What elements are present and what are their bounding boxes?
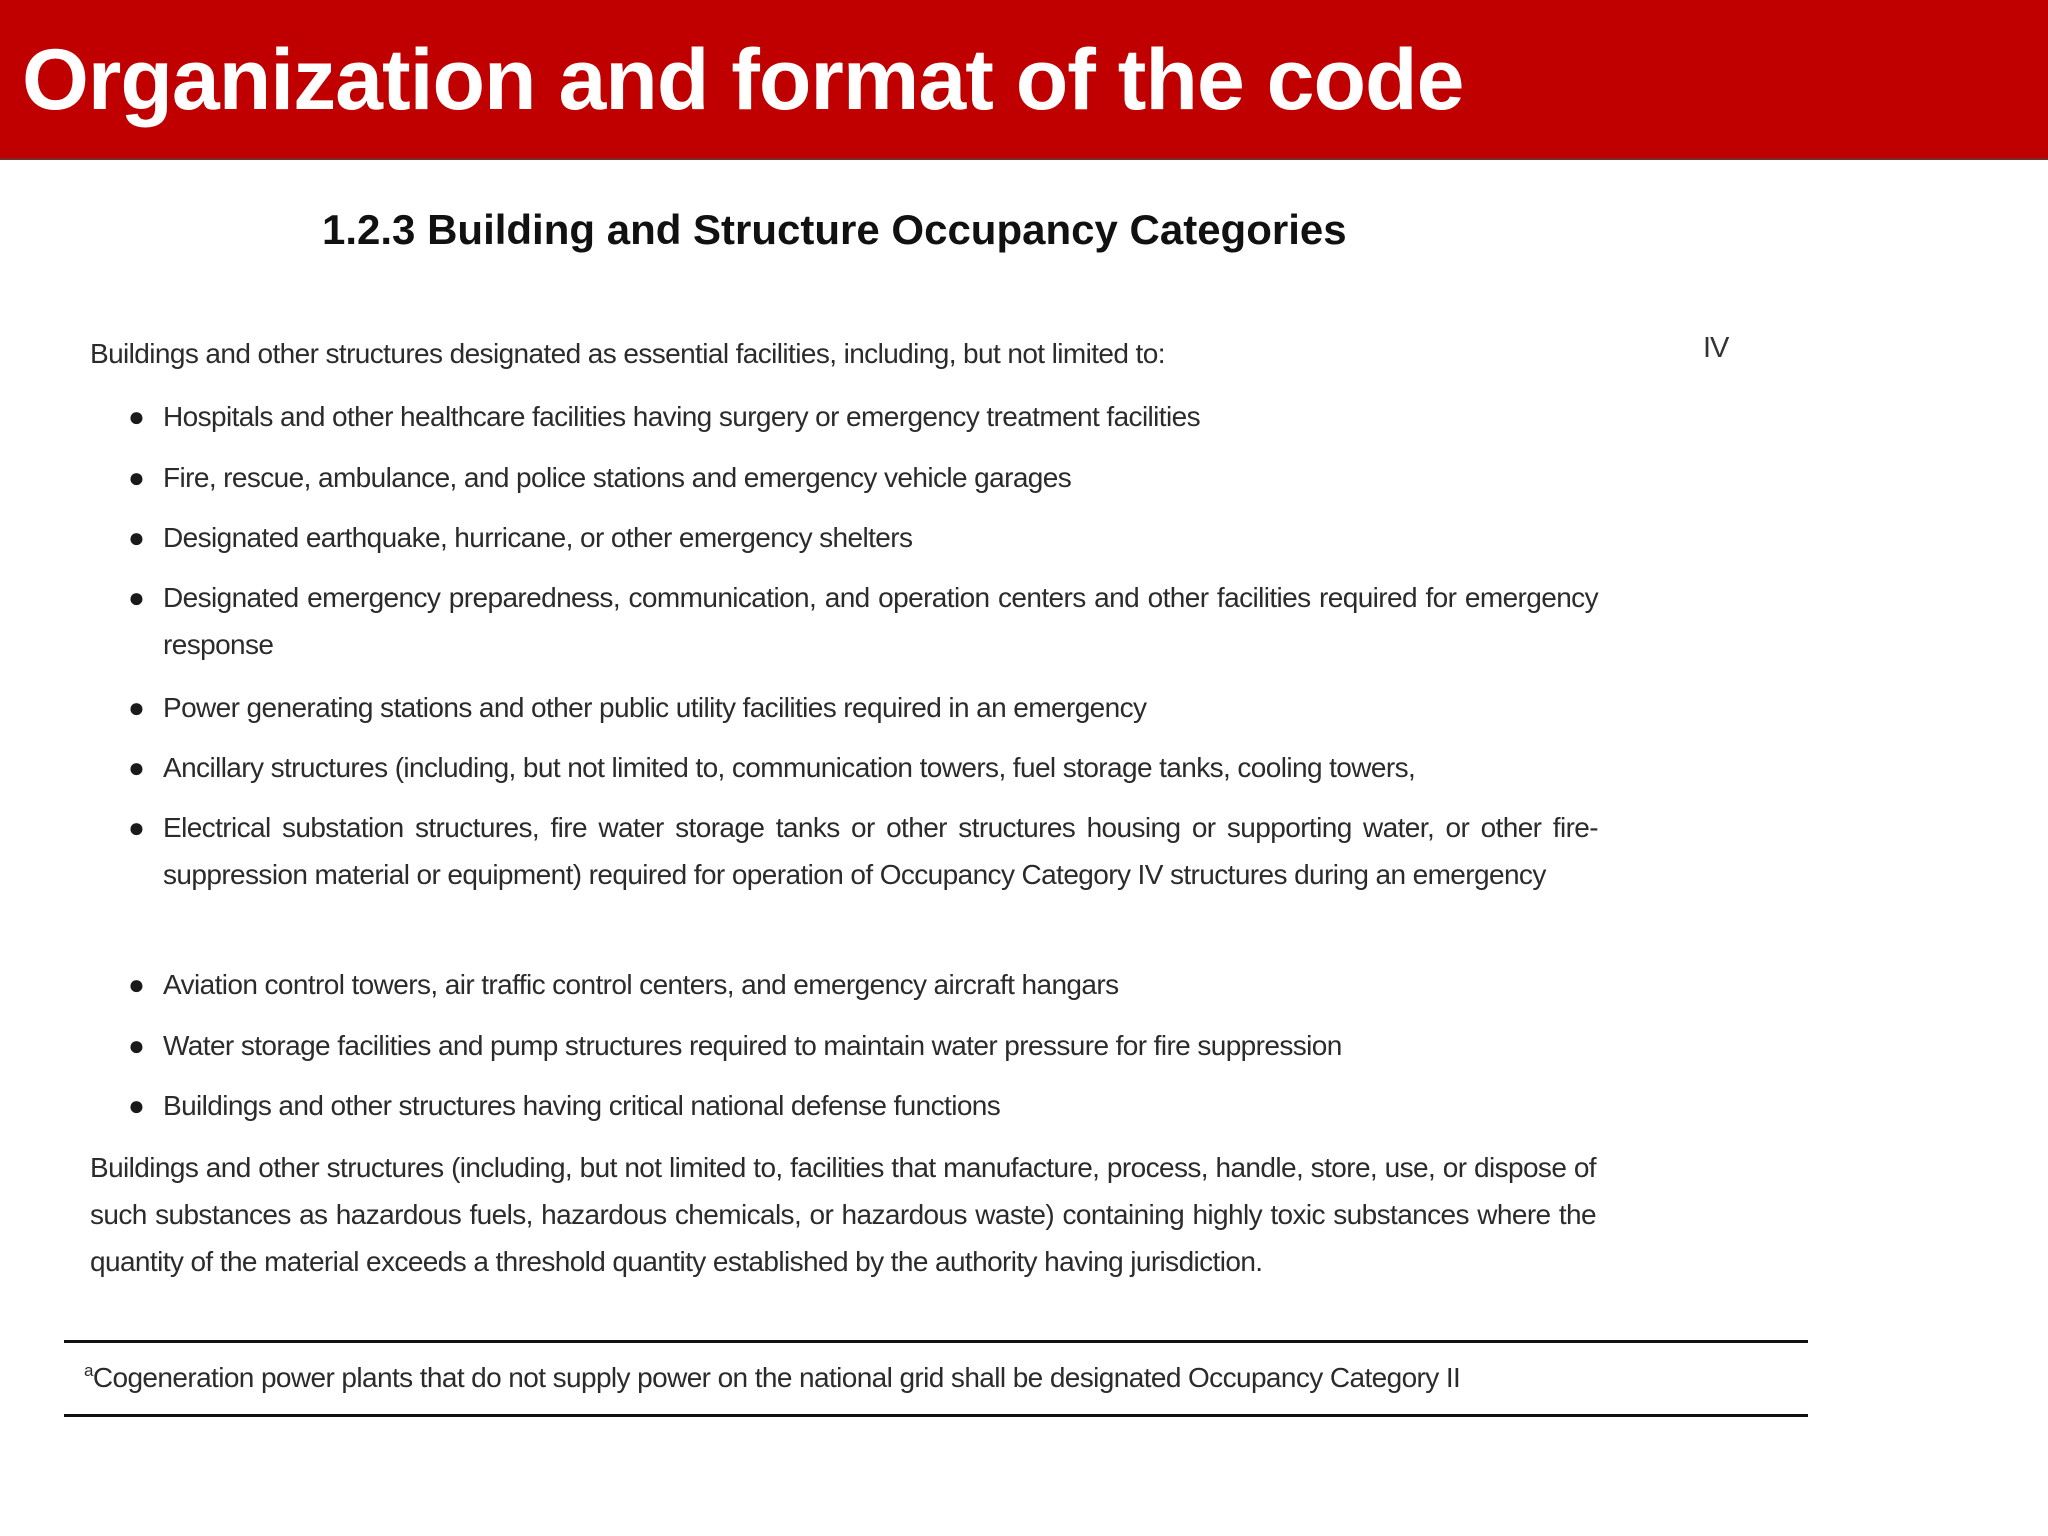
bullet-icon: ●: [128, 692, 145, 723]
bullet-icon: ●: [128, 522, 145, 553]
bullet-icon: ●: [128, 582, 145, 613]
bullet-icon: ●: [128, 812, 145, 843]
list-item: [128, 804, 1598, 898]
list-item-text: Fire, rescue, ambulance, and police stations and emergency vehicle garages: [163, 462, 1072, 493]
bullet-icon: ●: [128, 752, 145, 783]
footnote-bottom-rule: [64, 1414, 1808, 1417]
list-item: [128, 684, 1598, 731]
list-item: [128, 574, 1598, 668]
list-item-text: Hospitals and other healthcare facilities having surgery or emergency treatment facilities: [163, 401, 1200, 432]
footnote: [84, 1356, 1460, 1400]
intro-text: Buildings and other structures designated as essential facilities, including, but not limited to:: [90, 338, 1165, 369]
section-heading: 1.2.3 Building and Structure Occupancy Categories: [322, 206, 1347, 253]
list-item-text: Ancillary structures (including, but not limited to, communication towers, fuel storage tanks, cooling towers,: [163, 752, 1416, 783]
footnote-top-rule: [64, 1340, 1808, 1343]
list-item: [128, 961, 1598, 1008]
list-item: [128, 1082, 1598, 1129]
list-item-text: Electrical substation structures, fire water storage tanks or other structures housing or supporting water, or other fire-suppression material or equipment) required for operation of Occupancy Category IV structures during an emergency: [163, 812, 1598, 890]
closing-paragraph: Buildings and other structures (including, but not limited to, facilities that manufacture, process, handle, store, use, or dispose of such substances as hazardous fuels, hazardous chemicals, or hazardous waste) containing highly toxic substances where the quantity of the material exceeds a threshold quantity established by the authority having jurisdiction.: [90, 1152, 1596, 1277]
list-item-text: Designated emergency preparedness, communication, and operation centers and other facilities required for emergency response: [163, 582, 1598, 660]
bullet-icon: ●: [128, 1090, 145, 1121]
list-item-text: Buildings and other structures having critical national defense functions: [163, 1090, 1001, 1121]
bullet-icon: ●: [128, 462, 145, 493]
list-item: [128, 514, 1598, 561]
list-item: [128, 744, 1598, 791]
occupancy-category-label: IV: [1703, 332, 1729, 364]
list-item: [128, 1022, 1598, 1069]
bullet-icon: ●: [128, 1030, 145, 1061]
list-item-text: Power generating stations and other public utility facilities required in an emergency: [163, 692, 1147, 723]
list-item: [128, 454, 1598, 501]
footnote-text: Cogeneration power plants that do not supply power on the national grid shall be designated Occupancy Category II: [92, 1362, 1461, 1393]
list-item-text: Aviation control towers, air traffic control centers, and emergency aircraft hangars: [163, 969, 1119, 1000]
list-item: [128, 393, 1598, 440]
bullet-icon: ●: [128, 969, 145, 1000]
title-bar: [0, 0, 2048, 160]
bullet-icon: ●: [128, 401, 145, 432]
slide-title: Organization and format of the code: [22, 32, 1464, 128]
list-item-text: Designated earthquake, hurricane, or other emergency shelters: [163, 522, 913, 553]
list-item-text: Water storage facilities and pump structures required to maintain water pressure for fire suppression: [163, 1030, 1342, 1061]
footnote-marker: a: [84, 1361, 93, 1380]
